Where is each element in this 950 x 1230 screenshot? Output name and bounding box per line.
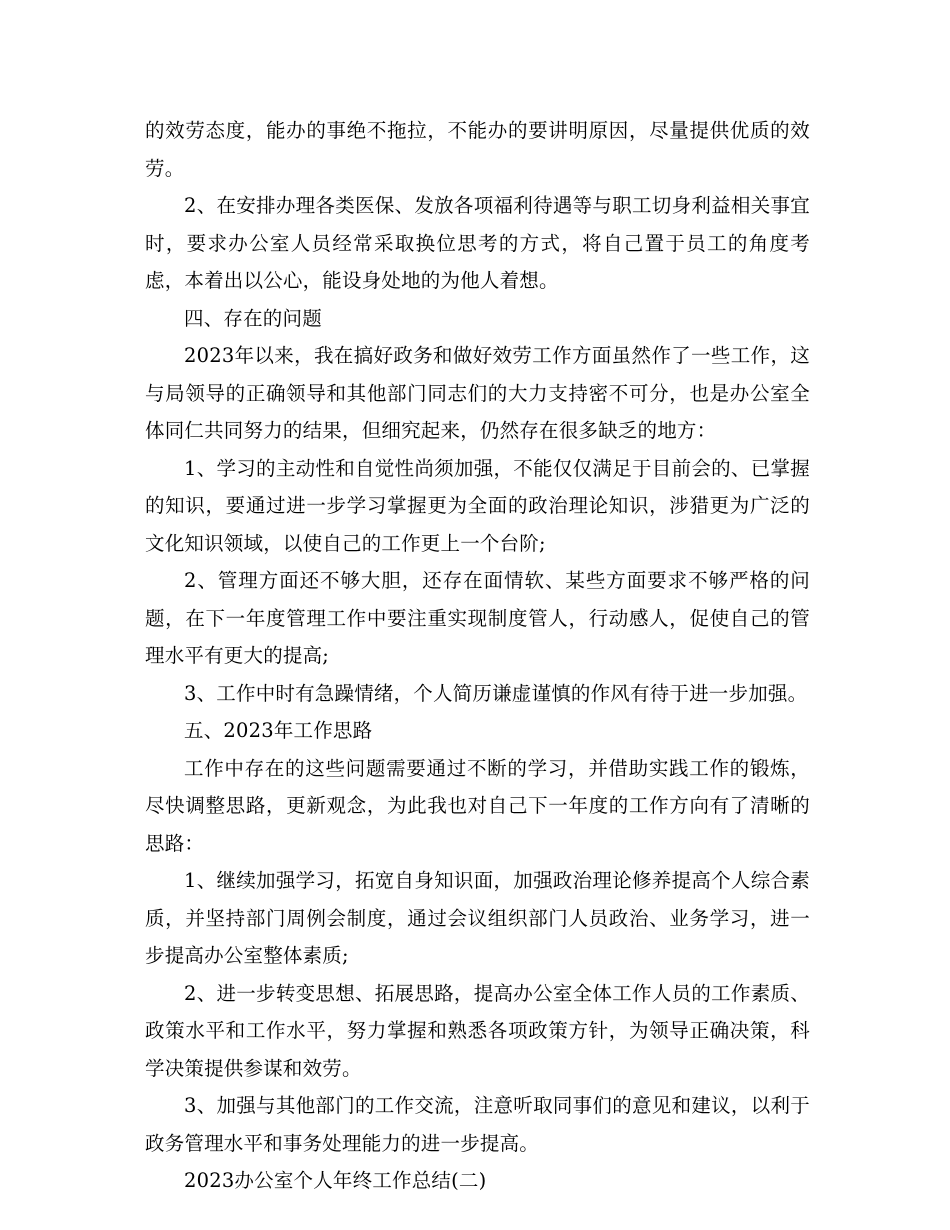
paragraph-service-attitude: 的效劳态度，能办的事绝不拖拉，不能办的要讲明原因，尽量提供优质的效劳。 — [145, 119, 810, 180]
heading-summary-part-two: 2023办公室个人年终工作总结(二) — [184, 1169, 487, 1192]
paragraph-work-plan-intro: 工作中存在的这些问题需要通过不断的学习，并借助实践工作的锻炼，尽快调整思路，更新观念，为此我也对自己下一年度的工作方向有了清晰的思路： — [145, 756, 810, 855]
heading-work-plan: 五、2023年工作思路 — [184, 719, 373, 742]
paragraph-plan-1: 1、继续加强学习，拓宽自身知识面，加强政治理论修养提高个人综合素质，并坚持部门周例会制度，通过会议组织部门人员政治、业务学习，进一步提高办公室整体素质; — [145, 869, 810, 967]
paragraph-plan-2: 2、进一步转变思想、拓展思路，提高办公室全体工作人员的工作素质、政策水平和工作水平，努力掌握和熟悉各项政策方针，为领导正确决策，科学决策提供参谋和效劳。 — [145, 981, 810, 1080]
paragraph-problem-3: 3、工作中时有急躁情绪，个人简历谦虚谨慎的作风有待于进一步加强。 — [184, 681, 808, 705]
document-body — [145, 112, 810, 1200]
paragraph-problems-intro: 2023年以来，我在搞好政务和做好效劳工作方面虽然作了一些工作，这与局领导的正确领导和其他部门同志们的大力支持密不可分，也是办公室全体同仁共同努力的结果，但细究起来，仍然存在很多缺乏的地方： — [145, 344, 810, 442]
paragraph-problem-1: 1、学习的主动性和自觉性尚须加强，不能仅仅满足于目前会的、已掌握的知识，要通过进一步学习掌握更为全面的政治理论知识，涉猎更为广泛的文化知识领域，以使自己的工作更上一个台阶; — [145, 456, 810, 555]
paragraph-welfare-affairs: 2、在安排办理各类医保、发放各项福利待遇等与职工切身利益相关事宜时，要求办公室人员经常采取换位思考的方式，将自己置于员工的角度考虑，本着出以公心，能设身处地的为他人着想。 — [145, 194, 810, 292]
paragraph-problem-2: 2、管理方面还不够大胆，还存在面情软、某些方面要求不够严格的问题，在下一年度管理工作中要注重实现制度管人，行动感人，促使自己的管理水平有更大的提高; — [145, 569, 810, 667]
heading-existing-problems: 四、存在的问题 — [184, 306, 322, 330]
paragraph-plan-3: 3、加强与其他部门的工作交流，注意听取同事们的意见和建议，以利于政务管理水平和事务处理能力的进一步提高。 — [145, 1094, 810, 1155]
